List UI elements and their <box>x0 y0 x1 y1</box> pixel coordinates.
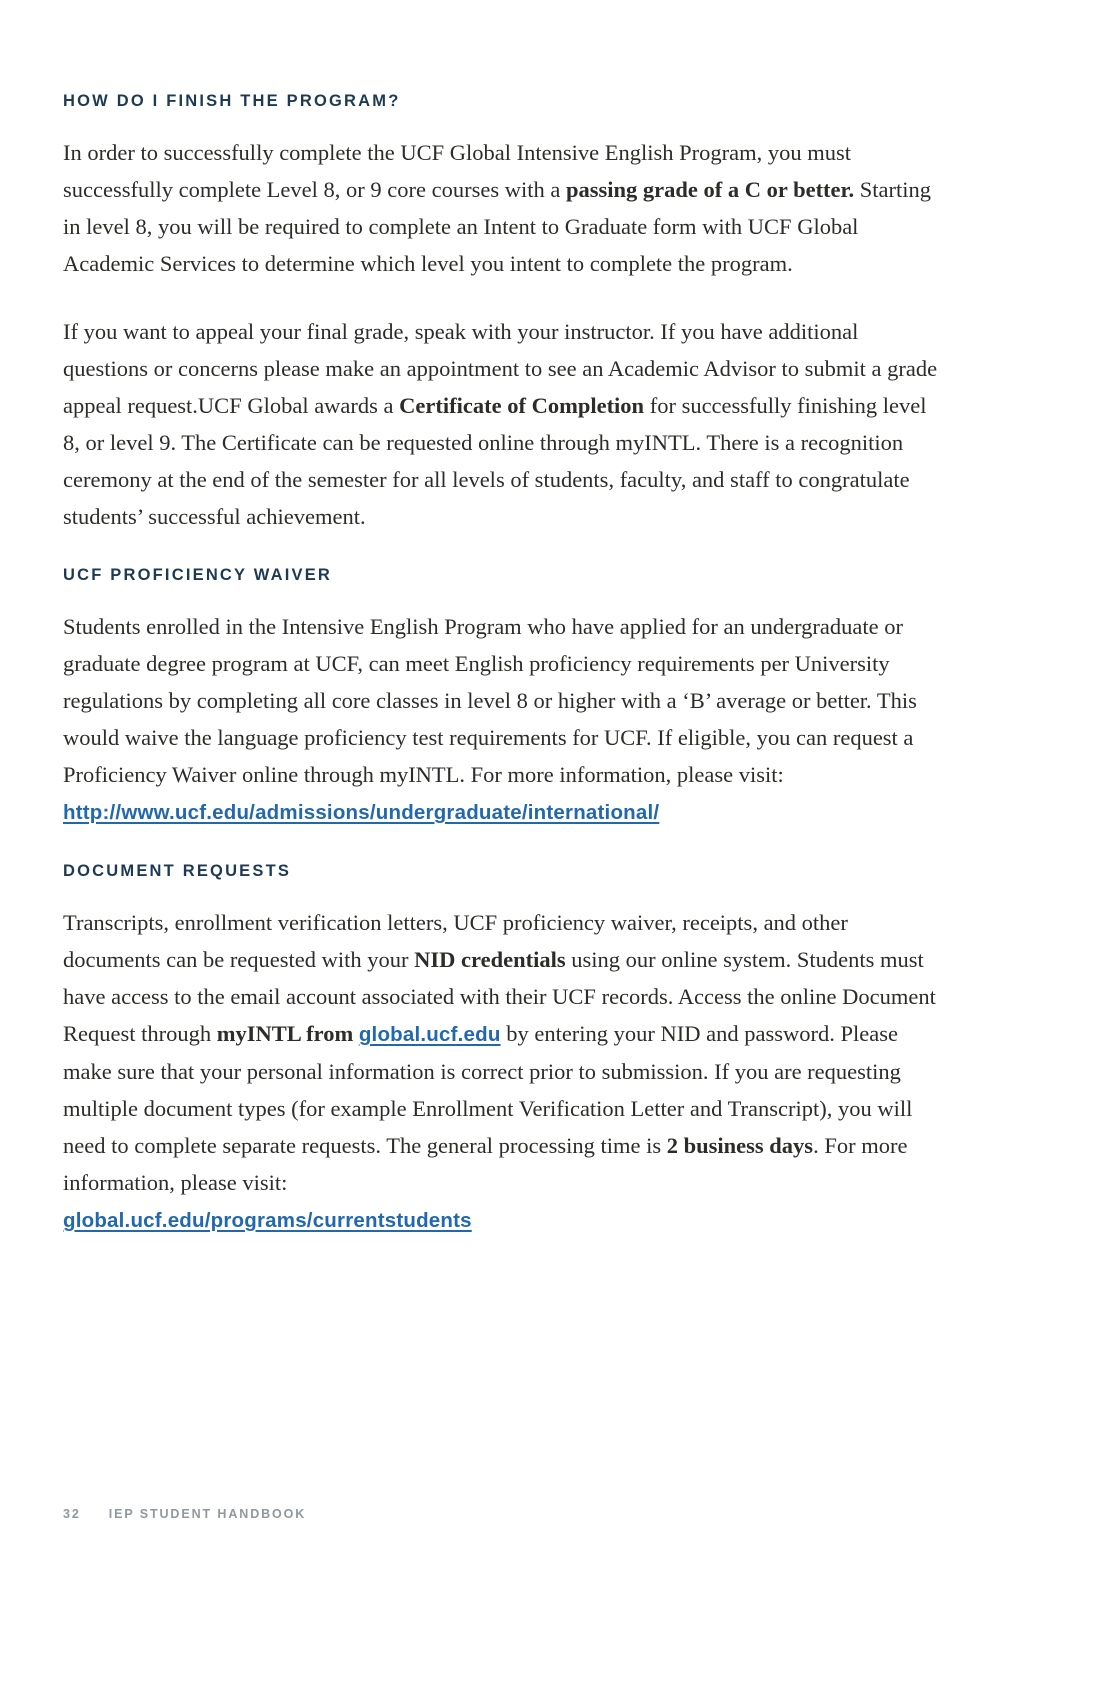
text-run: . For more information, please visit: <box>63 1133 908 1195</box>
section-heading: UCF PROFICIENCY WAIVER <box>63 566 333 584</box>
section-how-do-i-finish <box>63 92 940 535</box>
text-run: passing grade of a C or better. <box>565 177 855 202</box>
text-run: using our online system. Students must have access to the email account associated with their UCF records. Access the online Document Request through <box>63 947 936 1046</box>
text-run: by entering your NID and password. Please make sure that your personal information is correct prior to submission. If you are requesting multiple document types (for example Enrollment Verification Letter and Transcript), you will need to complete separate requests. The general processing time is <box>63 1021 913 1158</box>
paragraph <box>63 134 940 282</box>
hyperlink[interactable]: global.ucf.edu/programs/currentstudents <box>63 1209 472 1232</box>
hyperlink[interactable]: global.ucf.edu <box>358 1023 501 1046</box>
text-run: NID credentials <box>414 947 566 972</box>
text-run: 2 business days <box>666 1133 814 1158</box>
text-run: Certificate of Completion <box>399 393 645 418</box>
paragraph <box>63 608 940 831</box>
text-run: Starting in level 8, you will be required to complete an Intent to Graduate form with UCF Global Academic Services to determine which level you intent to complete the program. <box>63 177 931 276</box>
section-document-requests <box>63 862 940 1239</box>
footer-title: IEP STUDENT HANDBOOK <box>108 1507 307 1521</box>
page-footer <box>63 1507 306 1521</box>
paragraph <box>63 313 940 535</box>
section-proficiency-waiver <box>63 566 940 831</box>
section-heading: DOCUMENT REQUESTS <box>63 862 292 880</box>
text-run: Students enrolled in the Intensive English Program who have applied for an undergraduate or graduate degree program at UCF, can meet English proficiency requirements per University regulations by completing all core classes in level 8 or higher with a ‘B’ average or better. This would waive the language proficiency test requirements for UCF. If eligible, you can request a Proficiency Waiver online through myINTL. For more information, please visit: <box>63 614 917 787</box>
section-heading: HOW DO I FINISH THE PROGRAM? <box>63 92 401 110</box>
text-run: myINTL from <box>216 1021 359 1046</box>
text-run: for successfully finishing level 8, or level 9. The Certificate can be requested online through myINTL. There is a recognition ceremony at the end of the semester for all levels of students, faculty, and staff to congratulate students’ successful achievement. <box>63 393 927 529</box>
text-run: In order to successfully complete the UCF Global Intensive English Program, you must successfully complete Level 8, or 9 core courses with a <box>63 140 851 202</box>
hyperlink[interactable]: http://www.ucf.edu/admissions/undergraduate/international/ <box>63 801 660 824</box>
text-run: If you want to appeal your final grade, speak with your instructor. If you have additional questions or concerns please make an appointment to see an Academic Advisor to submit a grade appeal request.UCF Global awards a <box>63 319 938 418</box>
paragraph <box>63 904 940 1239</box>
text-run: Transcripts, enrollment verification letters, UCF proficiency waiver, receipts, and other documents can be requested with your <box>63 910 848 972</box>
page-number: 32 <box>63 1507 81 1521</box>
